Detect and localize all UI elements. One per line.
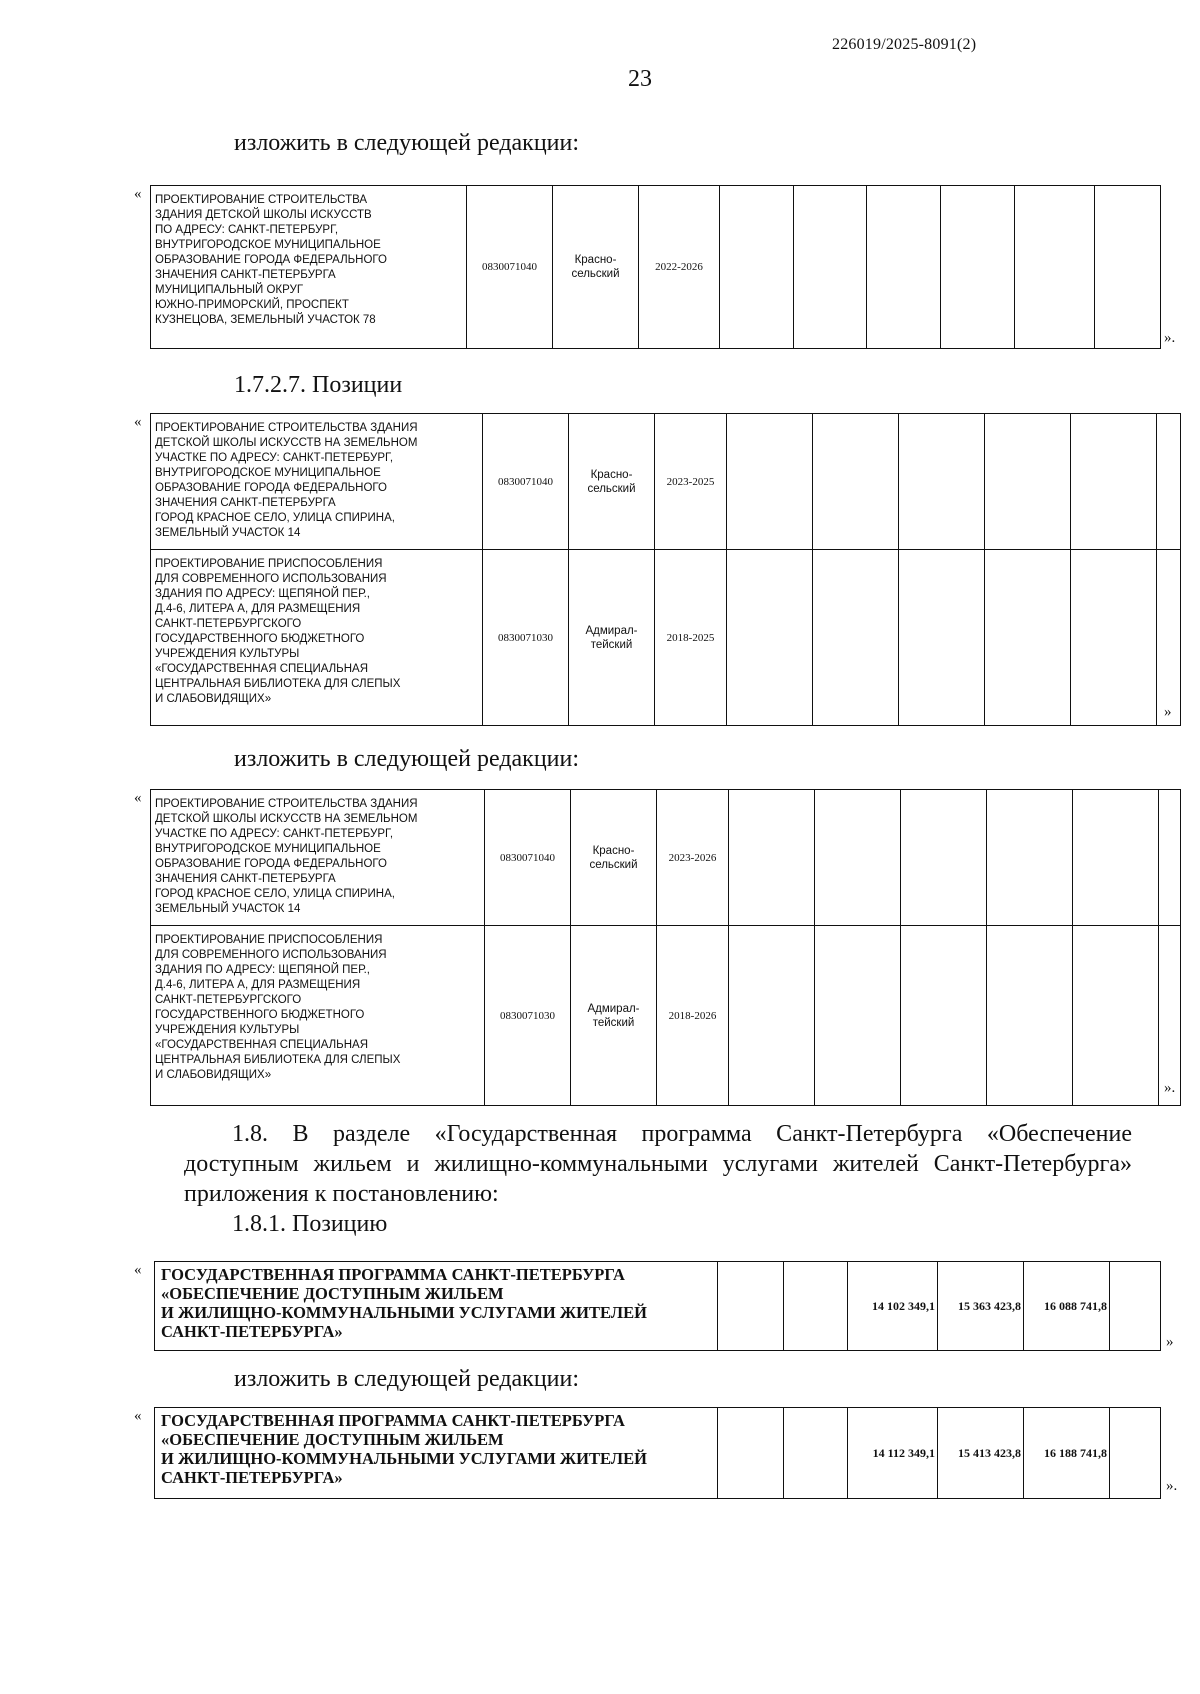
empty-cell xyxy=(784,1262,848,1351)
heading-positions-1-7-2-7: 1.7.2.7. Позиции xyxy=(234,372,403,398)
empty-cell xyxy=(1073,790,1159,926)
empty-cell xyxy=(1110,1408,1161,1499)
document-number: 226019/2025-8091(2) xyxy=(832,36,977,53)
empty-cell xyxy=(1073,926,1159,1106)
period: 2018-2025 xyxy=(655,550,727,726)
table-row xyxy=(151,186,1161,349)
empty-cell xyxy=(1157,550,1181,726)
program-title: ГОСУДАРСТВЕННАЯ ПРОГРАММА САНКТ-ПЕТЕРБУРГА «ОБЕСПЕЧЕНИЕ ДОСТУПНЫМ ЖИЛЬЕМ И ЖИЛИЩНО-КОММУНАЛЬНЫМИ УСЛУГАМИ ЖИТЕЛЕЙ САНКТ-ПЕТЕРБУРГА» xyxy=(155,1408,718,1499)
table-row xyxy=(151,790,1181,926)
paragraph-1-8-line-3: приложения к постановлению: xyxy=(184,1181,499,1207)
empty-cell xyxy=(729,790,815,926)
empty-cell xyxy=(899,414,985,550)
object-description: ПРОЕКТИРОВАНИЕ СТРОИТЕЛЬСТВА ЗДАНИЯ ДЕТСКОЙ ШКОЛЫ ИСКУССТВ НА ЗЕМЕЛЬНОМ УЧАСТКЕ ПО АДРЕСУ: САНКТ-ПЕТЕРБУРГ, ВНУТРИГОРОДСКОЕ МУНИЦИПАЛЬНОЕ ОБРАЗОВАНИЕ ГОРОДА ФЕДЕРАЛЬНОГО ЗНАЧЕНИЯ САНКТ-ПЕТЕРБУРГА ГОРОД КРАСНОЕ СЕЛО, УЛИЦА СПИРИНА, ЗЕМЕЛЬНЫЙ УЧАСТОК 14 xyxy=(151,790,485,926)
district: Адмирал- тейский xyxy=(569,550,655,726)
empty-cell xyxy=(813,550,899,726)
open-quote: « xyxy=(134,1408,142,1424)
object-code: 0830071040 xyxy=(467,186,553,349)
amount-cell: 15 363 423,8 xyxy=(938,1262,1024,1351)
empty-cell xyxy=(987,790,1073,926)
district: Адмирал- тейский xyxy=(571,926,657,1106)
empty-cell xyxy=(815,790,901,926)
period: 2018-2026 xyxy=(657,926,729,1106)
close-quote: » xyxy=(1164,704,1172,720)
table-row xyxy=(155,1262,1161,1351)
table-row xyxy=(151,926,1181,1106)
close-quote: ». xyxy=(1166,1478,1178,1494)
heading-new-edition-2: изложить в следующей редакции: xyxy=(234,746,580,772)
table-3 xyxy=(150,789,1181,1106)
table-row xyxy=(155,1408,1161,1499)
empty-cell xyxy=(899,550,985,726)
empty-cell xyxy=(985,550,1071,726)
object-code: 0830071040 xyxy=(483,414,569,550)
program-title: ГОСУДАРСТВЕННАЯ ПРОГРАММА САНКТ-ПЕТЕРБУРГА «ОБЕСПЕЧЕНИЕ ДОСТУПНЫМ ЖИЛЬЕМ И ЖИЛИЩНО-КОММУНАЛЬНЫМИ УСЛУГАМИ ЖИТЕЛЕЙ САНКТ-ПЕТЕРБУРГА» xyxy=(155,1262,718,1351)
empty-cell xyxy=(1159,926,1181,1106)
empty-cell xyxy=(718,1262,784,1351)
object-code: 0830071040 xyxy=(485,790,571,926)
empty-cell xyxy=(784,1408,848,1499)
empty-cell xyxy=(729,926,815,1106)
object-code: 0830071030 xyxy=(483,550,569,726)
paragraph-1-8-line-1: 1.8. В разделе «Государственная программа Санкт-Петербурга «Обеспечение xyxy=(232,1121,1132,1147)
amount-cell: 15 413 423,8 xyxy=(938,1408,1024,1499)
object-description: ПРОЕКТИРОВАНИЕ ПРИСПОСОБЛЕНИЯ ДЛЯ СОВРЕМЕННОГО ИСПОЛЬЗОВАНИЯ ЗДАНИЯ ПО АДРЕСУ: ЩЕПЯНОЙ ПЕР., Д.4-6, ЛИТЕРА А, ДЛЯ РАЗМЕЩЕНИЯ САНКТ-ПЕТЕРБУРГСКОГО ГОСУДАРСТВЕННОГО БЮДЖЕТНОГО УЧРЕЖДЕНИЯ КУЛЬТУРЫ «ГОСУДАРСТВЕННАЯ СПЕЦИАЛЬНАЯ ЦЕНТРАЛЬНАЯ БИБЛИОТЕКА ДЛЯ СЛЕПЫХ И СЛАБОВИДЯЩИХ» xyxy=(151,926,485,1106)
empty-cell xyxy=(1071,550,1157,726)
heading-new-edition-3: изложить в следующей редакции: xyxy=(234,1366,580,1392)
open-quote: « xyxy=(134,790,142,806)
empty-cell xyxy=(1110,1262,1161,1351)
empty-cell xyxy=(727,550,813,726)
open-quote: « xyxy=(134,414,142,430)
empty-cell xyxy=(815,926,901,1106)
empty-cell xyxy=(720,186,794,349)
table-1 xyxy=(150,185,1161,349)
empty-cell xyxy=(1157,414,1181,550)
empty-cell xyxy=(1159,790,1181,926)
close-quote: ». xyxy=(1164,1080,1176,1096)
empty-cell xyxy=(987,926,1073,1106)
close-quote: ». xyxy=(1164,330,1176,346)
period: 2023-2026 xyxy=(657,790,729,926)
object-description: ПРОЕКТИРОВАНИЕ СТРОИТЕЛЬСТВА ЗДАНИЯ ДЕТСКОЙ ШКОЛЫ ИСКУССТВ НА ЗЕМЕЛЬНОМ УЧАСТКЕ ПО АДРЕСУ: САНКТ-ПЕТЕРБУРГ, ВНУТРИГОРОДСКОЕ МУНИЦИПАЛЬНОЕ ОБРАЗОВАНИЕ ГОРОДА ФЕДЕРАЛЬНОГО ЗНАЧЕНИЯ САНКТ-ПЕТЕРБУРГА ГОРОД КРАСНОЕ СЕЛО, УЛИЦА СПИРИНА, ЗЕМЕЛЬНЫЙ УЧАСТОК 14 xyxy=(151,414,483,550)
empty-cell xyxy=(867,186,941,349)
paragraph-1-8-line-2: доступным жильем и жилищно-коммунальными услугами жителей Санкт-Петербурга» xyxy=(184,1151,1132,1177)
district: Красно- сельский xyxy=(553,186,639,349)
empty-cell xyxy=(727,414,813,550)
empty-cell xyxy=(1095,186,1161,349)
amount-cell: 14 112 349,1 xyxy=(848,1408,938,1499)
amount-cell: 16 188 741,8 xyxy=(1024,1408,1110,1499)
district: Красно- сельский xyxy=(571,790,657,926)
empty-cell xyxy=(1071,414,1157,550)
paragraph-1-8-1: 1.8.1. Позицию xyxy=(232,1211,388,1237)
amount-cell: 14 102 349,1 xyxy=(848,1262,938,1351)
heading-new-edition-1: изложить в следующей редакции: xyxy=(234,130,580,156)
period: 2023-2025 xyxy=(655,414,727,550)
table-row xyxy=(151,550,1181,726)
table-row xyxy=(151,414,1181,550)
open-quote: « xyxy=(134,1262,142,1278)
page-number: 23 xyxy=(628,66,652,92)
object-code: 0830071030 xyxy=(485,926,571,1106)
object-description: ПРОЕКТИРОВАНИЕ СТРОИТЕЛЬСТВА ЗДАНИЯ ДЕТСКОЙ ШКОЛЫ ИСКУССТВ ПО АДРЕСУ: САНКТ-ПЕТЕРБУРГ, ВНУТРИГОРОДСКОЕ МУНИЦИПАЛЬНОЕ ОБРАЗОВАНИЕ ГОРОДА ФЕДЕРАЛЬНОГО ЗНАЧЕНИЯ САНКТ-ПЕТЕРБУРГА МУНИЦИПАЛЬНЫЙ ОКРУГ ЮЖНО-ПРИМОРСКИЙ, ПРОСПЕКТ КУЗНЕЦОВА, ЗЕМЕЛЬНЫЙ УЧАСТОК 78 xyxy=(151,186,467,349)
empty-cell xyxy=(901,790,987,926)
table-2 xyxy=(150,413,1181,726)
empty-cell xyxy=(1015,186,1095,349)
district: Красно- сельский xyxy=(569,414,655,550)
open-quote: « xyxy=(134,186,142,202)
amount-cell: 16 088 741,8 xyxy=(1024,1262,1110,1351)
empty-cell xyxy=(985,414,1071,550)
close-quote: » xyxy=(1166,1334,1174,1350)
empty-cell xyxy=(813,414,899,550)
table-4 xyxy=(154,1261,1161,1351)
empty-cell xyxy=(794,186,867,349)
period: 2022-2026 xyxy=(639,186,720,349)
empty-cell xyxy=(901,926,987,1106)
table-5 xyxy=(154,1407,1161,1499)
object-description: ПРОЕКТИРОВАНИЕ ПРИСПОСОБЛЕНИЯ ДЛЯ СОВРЕМЕННОГО ИСПОЛЬЗОВАНИЯ ЗДАНИЯ ПО АДРЕСУ: ЩЕПЯНОЙ ПЕР., Д.4-6, ЛИТЕРА А, ДЛЯ РАЗМЕЩЕНИЯ САНКТ-ПЕТЕРБУРГСКОГО ГОСУДАРСТВЕННОГО БЮДЖЕТНОГО УЧРЕЖДЕНИЯ КУЛЬТУРЫ «ГОСУДАРСТВЕННАЯ СПЕЦИАЛЬНАЯ ЦЕНТРАЛЬНАЯ БИБЛИОТЕКА ДЛЯ СЛЕПЫХ И СЛАБОВИДЯЩИХ» xyxy=(151,550,483,726)
empty-cell xyxy=(941,186,1015,349)
empty-cell xyxy=(718,1408,784,1499)
